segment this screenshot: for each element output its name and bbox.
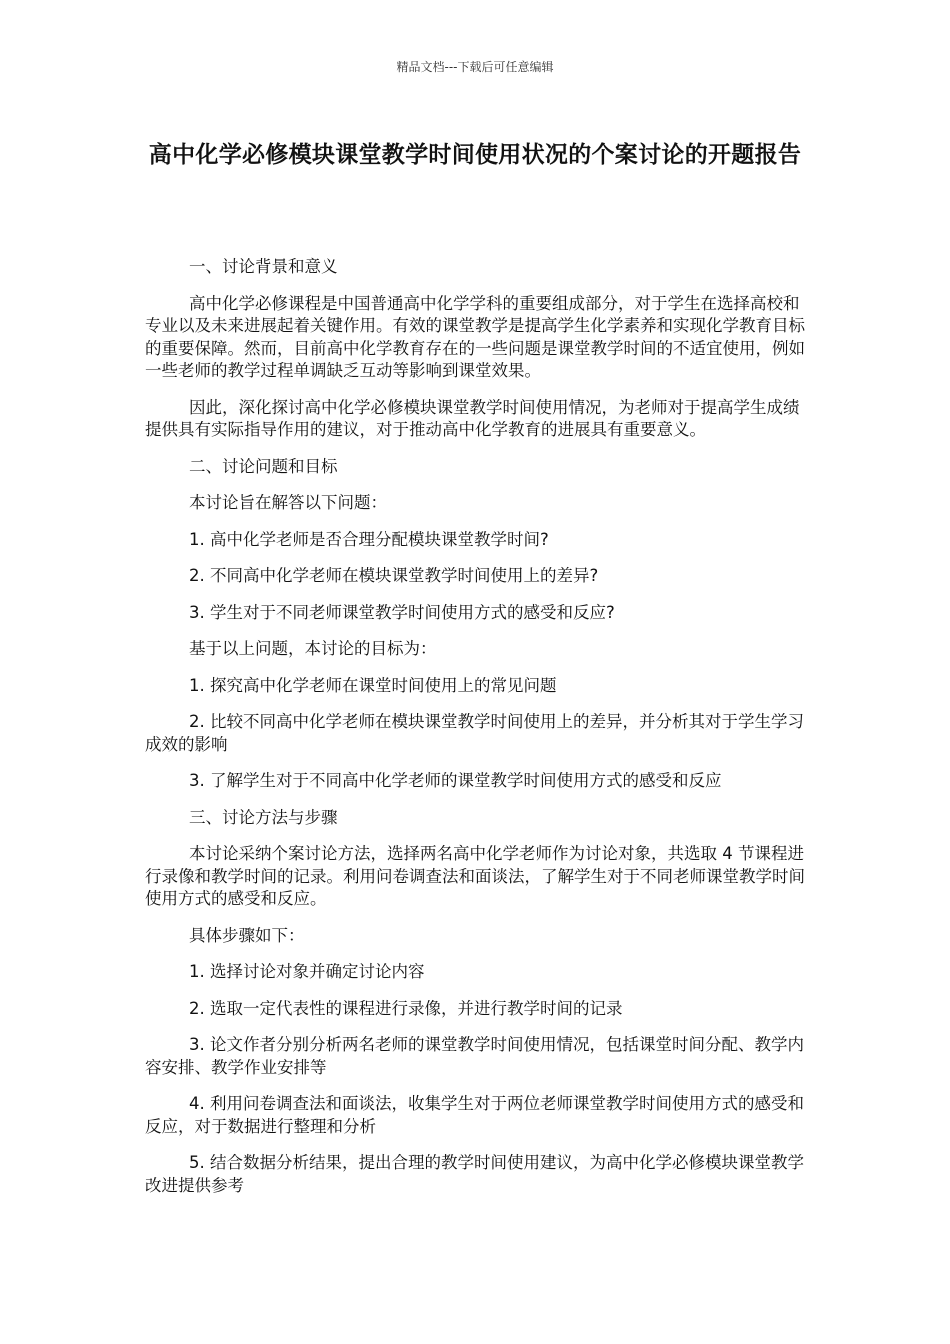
list-item: 5. 结合数据分析结果，提出合理的教学时间使用建议，为高中化学必修模块课堂教学改进提供参考 [145,1153,804,1195]
paragraph: 本讨论旨在解答以下问题： [189,493,387,512]
section-heading-methods: 三、讨论方法与步骤 [189,807,338,827]
section-heading-questions: 二、讨论问题和目标 [189,456,338,476]
list-item: 1. 选择讨论对象并确定讨论内容 [189,962,425,981]
list-item: 2. 选取一定代表性的课程进行录像，并进行教学时间的记录 [189,998,623,1018]
header-note: 精品文档---下载后可任意编辑 [396,60,554,74]
list-item: 2. 比较不同高中化学老师在模块课堂教学时间使用上的差异，并分析其对于学生学习成效的影响 [145,712,804,754]
list-item: 3. 学生对于不同老师课堂教学时间使用方式的感受和反应? [189,602,615,622]
list-item: 3. 论文作者分别分析两名老师的课堂教学时间使用情况，包括课堂时间分配、教学内容安排、教学作业安排等 [145,1035,804,1077]
list-item: 3. 了解学生对于不同高中化学老师的课堂教学时间使用方式的感受和反应 [189,771,722,790]
list-item: 2. 不同高中化学老师在模块课堂教学时间使用上的差异? [189,566,599,585]
list-item: 4. 利用问卷调查法和面谈法，收集学生对于两位老师课堂教学时间使用方式的感受和反应，对于数据进行整理和分析 [145,1094,804,1136]
paragraph: 具体步骤如下： [189,925,305,945]
section-heading-background: 一、讨论背景和意义 [189,257,338,276]
paragraph: 因此，深化探讨高中化学必修模块课堂教学时间使用情况，为老师对于提高学生成绩提供具有实际指导作用的建议，对于推动高中化学教育的进展具有重要意义。 [145,397,800,439]
document-title: 高中化学必修模块课堂教学时间使用状况的个案讨论的开题报告 [148,142,802,168]
list-item: 1. 高中化学老师是否合理分配模块课堂教学时间? [189,529,549,549]
document-body [145,256,805,1211]
paragraph: 基于以上问题，本讨论的目标为： [189,639,437,658]
paragraph: 高中化学必修课程是中国普通高中化学学科的重要组成部分，对于学生在选择高校和专业以及未来进展起着关键作用。有效的课堂教学是提高学生化学素养和实现化学教育目标的重要保障。然而，目前高中化学教育存在的一些问题是课堂教学时间的不适宜使用，例如一些老师的教学过程单调缺乏互动等影响到课堂效果。 [145,293,805,380]
paragraph: 本讨论采纳个案讨论方法，选择两名高中化学老师作为讨论对象，共选取 4 节课程进行录像和教学时间的记录。利用问卷调查法和面谈法，了解学生对于不同老师课堂教学时间使用方式的感受和反应。 [145,844,805,908]
list-item: 1. 探究高中化学老师在课堂时间使用上的常见问题 [189,675,557,695]
